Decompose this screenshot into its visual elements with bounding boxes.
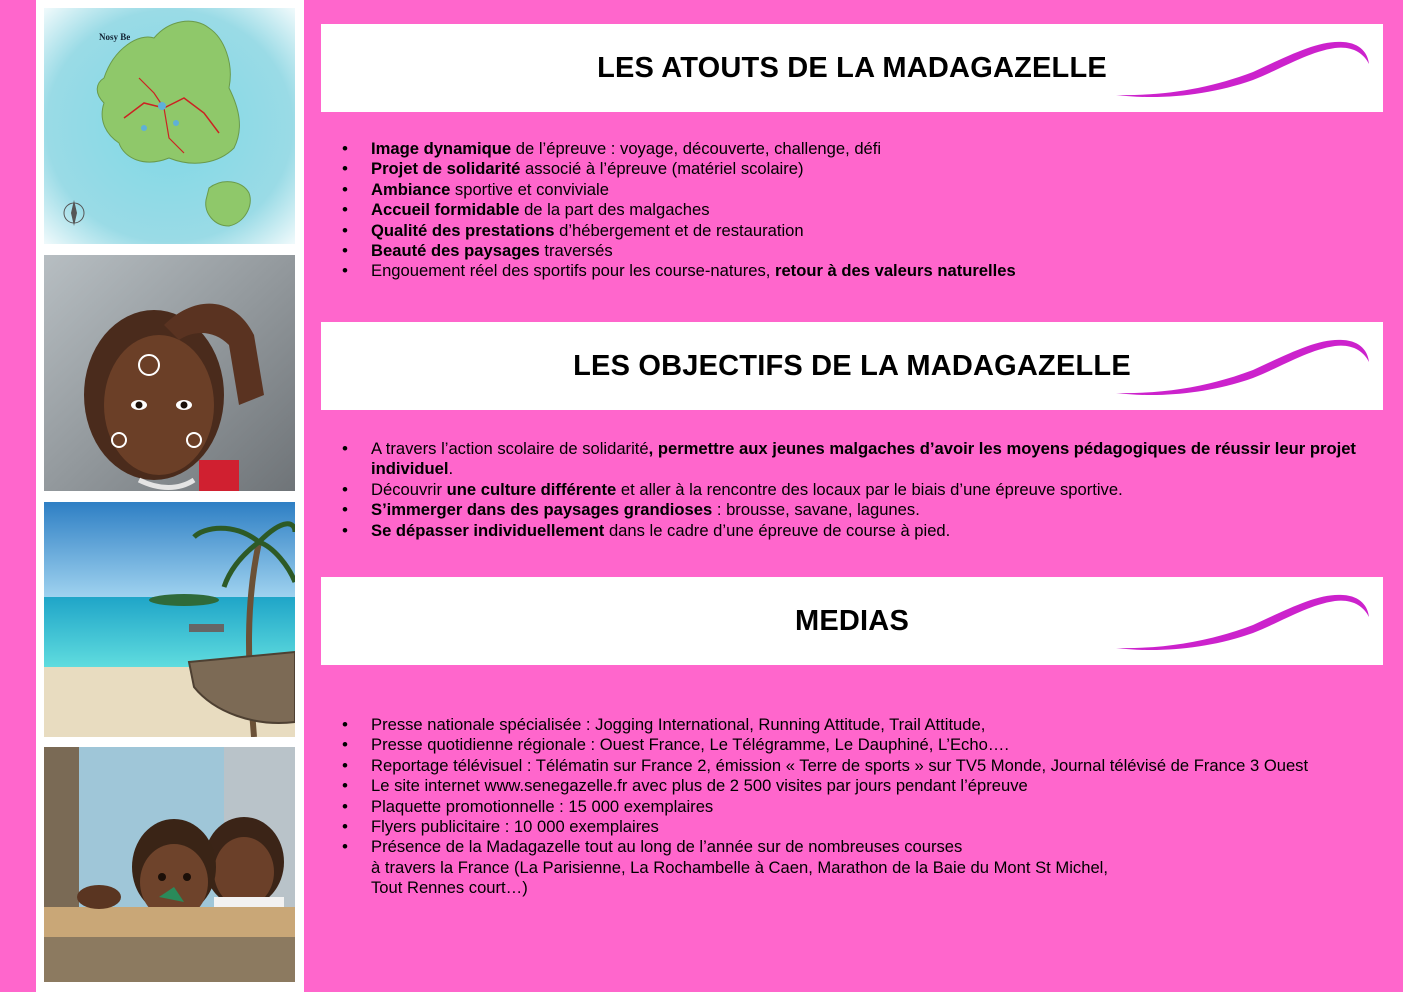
list-item: • Qualité des prestations d’hébergement et de restauration — [345, 221, 1375, 241]
nosy-be-map-image — [44, 8, 295, 244]
decorative-swoosh-icon — [1113, 332, 1373, 410]
medias-list — [345, 715, 1375, 899]
atouts-list — [345, 139, 1375, 282]
list-item: • Ambiance sportive et conviviale — [345, 180, 1375, 200]
list-item: • Presse quotidienne régionale : Ouest France, Le Télégramme, Le Dauphiné, L’Echo…. — [345, 735, 1375, 755]
list-item: • Présence de la Madagazelle tout au long de l’année sur de nombreuses courses à travers la France (La Parisienne, La Rochambelle à Caen, Marathon de la Baie du Mont St Michel, Tout Rennes court…) — [345, 837, 1375, 898]
list-item: • Le site internet www.senegazelle.fr avec plus de 2 500 visites par jours pendant l’épreuve — [345, 776, 1375, 796]
list-item: • Flyers publicitaire : 10 000 exemplaires — [345, 817, 1375, 837]
section-title-atouts: LES ATOUTS DE LA MADAGAZELLE — [597, 51, 1107, 84]
objectifs-list — [345, 439, 1375, 541]
list-item: • Se dépasser individuellement dans le cadre d’une épreuve de course à pied. — [345, 521, 1375, 541]
section-header-medias — [321, 577, 1383, 665]
section-header-atouts — [321, 24, 1383, 112]
list-item: • Plaquette promotionnelle : 15 000 exemplaires — [345, 797, 1375, 817]
list-item: • Engouement réel des sportifs pour les course-natures, retour à des valeurs naturelles — [345, 261, 1375, 281]
list-item: • Projet de solidarité associé à l’épreuve (matériel scolaire) — [345, 159, 1375, 179]
section-title-medias: MEDIAS — [795, 604, 909, 637]
list-item: • Reportage télévisuel : Télématin sur France 2, émission « Terre de sports » sur TV5 Monde, Journal télévisé de France 3 Ouest — [345, 756, 1375, 776]
list-item: • S’immerger dans des paysages grandioses : brousse, savane, lagunes. — [345, 500, 1375, 520]
beach-boat-photo — [44, 502, 295, 737]
girl-portrait-photo — [44, 255, 295, 491]
map-title: Nosy Be — [99, 32, 131, 42]
section-title-objectifs: LES OBJECTIFS DE LA MADAGAZELLE — [573, 349, 1131, 382]
photo-column — [36, 0, 304, 992]
children-window-photo — [44, 747, 295, 982]
list-item: • Presse nationale spécialisée : Jogging International, Running Attitude, Trail Attitude, — [345, 715, 1375, 735]
list-item: • Découvrir une culture différente et aller à la rencontre des locaux par le biais d’une épreuve sportive. — [345, 480, 1375, 500]
section-header-objectifs — [321, 322, 1383, 410]
list-item: • A travers l’action scolaire de solidarité, permettre aux jeunes malgaches d’avoir les moyens pédagogiques de réussir leur projet individuel. — [345, 439, 1375, 480]
left-margin — [0, 0, 36, 992]
list-item: • Image dynamique de l’épreuve : voyage, découverte, challenge, défi — [345, 139, 1375, 159]
list-item: • Beauté des paysages traversés — [345, 241, 1375, 261]
list-item: • Accueil formidable de la part des malgaches — [345, 200, 1375, 220]
decorative-swoosh-icon — [1113, 34, 1373, 112]
decorative-swoosh-icon — [1113, 587, 1373, 665]
